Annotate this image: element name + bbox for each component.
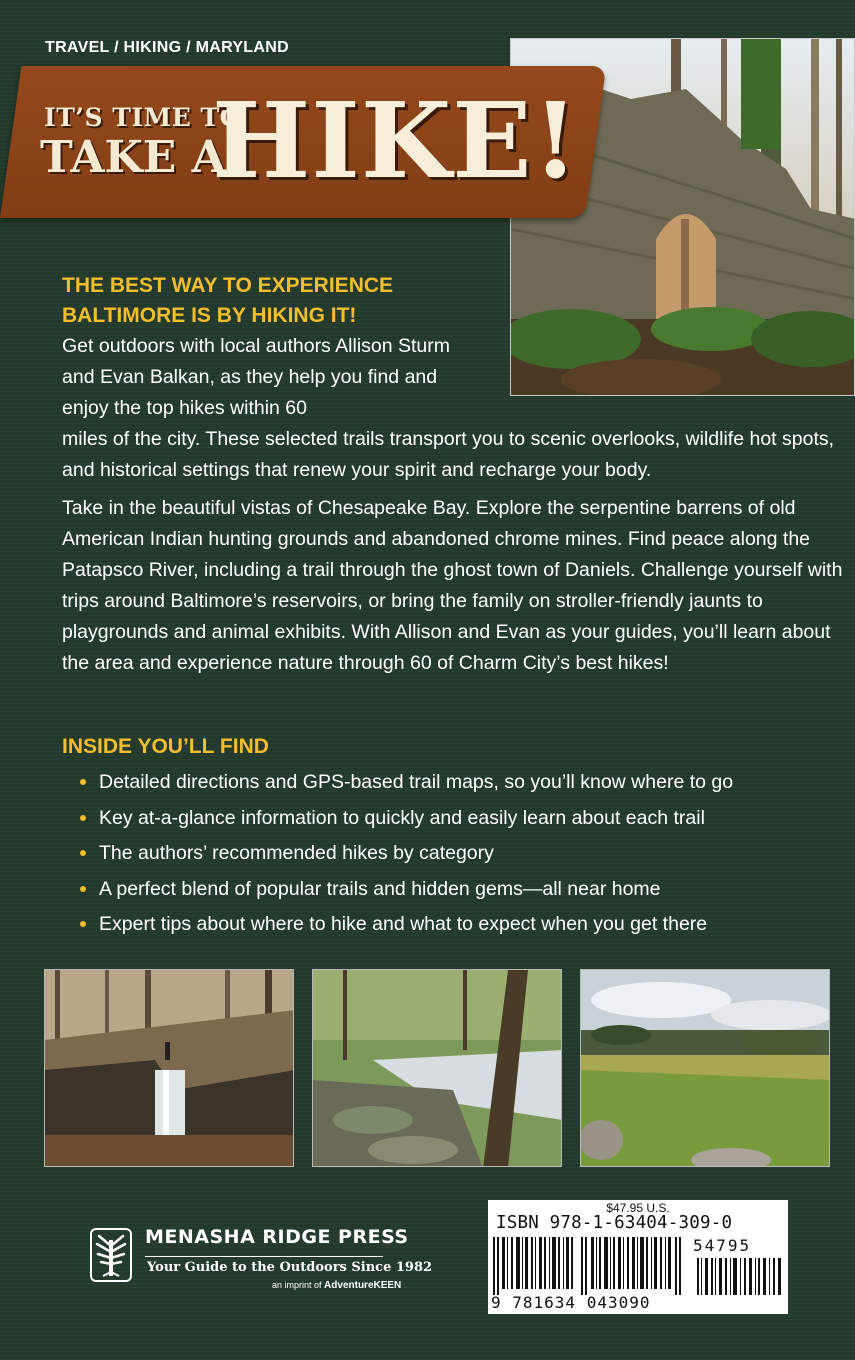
banner-hike: HIKE! <box>212 79 580 202</box>
intro-paragraph-1-part-2: miles of the city. These selected trails transport you to scenic overlooks, wildlife hot spots, and historical settings that renew your spirit and recharge your body. <box>62 428 835 481</box>
addon-digits: 54795 <box>693 1236 752 1255</box>
list-item: Expert tips about where to hike and what to expect when you get there <box>80 907 840 943</box>
intro-paragraph-1-part-1: Get outdoors with local authors Allison Sturm and Evan Balkan, as they help you find and enjoy the top hikes within 60 <box>62 335 451 419</box>
banner-take-a: TAKE A <box>40 132 226 183</box>
list-item: Detailed directions and GPS-based trail maps, so you’ll know where to go <box>80 765 840 801</box>
meadow-photo <box>580 969 830 1167</box>
publisher-tagline: Your Guide to the Outdoors Since 1982 <box>147 1260 433 1275</box>
inside-heading: INSIDE YOU’LL FIND <box>62 735 269 758</box>
intro-heading: THE BEST WAY TO EXPERIENCE BALTIMORE IS BY HIKING IT! <box>62 274 394 327</box>
river-photo <box>312 969 562 1167</box>
ean-barcode <box>491 1237 686 1295</box>
tree-logo-icon <box>90 1228 132 1282</box>
publisher-imprint <box>272 1280 401 1291</box>
list-item: Key at-a-glance information to quickly and easily learn about each trail <box>80 801 840 837</box>
intro-paragraph-2: Take in the beautiful vistas of Chesapeake Bay. Explore the serpentine barrens of old American Indian hunting grounds and abandoned chrome mines. Find peace along the Patapsco River, including a trail through the ghost town of Daniels. Challenge yourself with trips around Baltimore’s reservoirs, or bring the family on stroller-friendly jaunts to playgrounds and animal exhibits. With Allison and Evan as your guides, you’ll learn about the area and experience nature through 60 of Charm City’s best hikes! <box>62 497 843 674</box>
barcode-panel <box>488 1200 788 1314</box>
feature-list <box>80 765 840 943</box>
imprint-brand-bold: KEEN <box>373 1280 402 1291</box>
waterfall-photo <box>44 969 294 1167</box>
imprint-brand: Adventure <box>324 1280 374 1291</box>
isbn-number: ISBN 978-1-63404-309-0 <box>496 1213 733 1233</box>
price-label: $47.95 U.S. <box>606 1201 670 1215</box>
publisher-divider <box>145 1256 383 1257</box>
addon-barcode <box>696 1258 784 1295</box>
list-item: The authors’ recommended hikes by category <box>80 836 840 872</box>
category-label: TRAVEL / HIKING / MARYLAND <box>45 39 289 56</box>
banner-subtitle: IT’S TIME TO <box>44 103 242 132</box>
publisher-name: MENASHA RIDGE PRESS <box>145 1226 409 1248</box>
imprint-prefix: an imprint of <box>272 1280 322 1290</box>
list-item: A perfect blend of popular trails and hidden gems—all near home <box>80 872 840 908</box>
barcode-digits: 9 781634 043090 <box>491 1293 651 1312</box>
